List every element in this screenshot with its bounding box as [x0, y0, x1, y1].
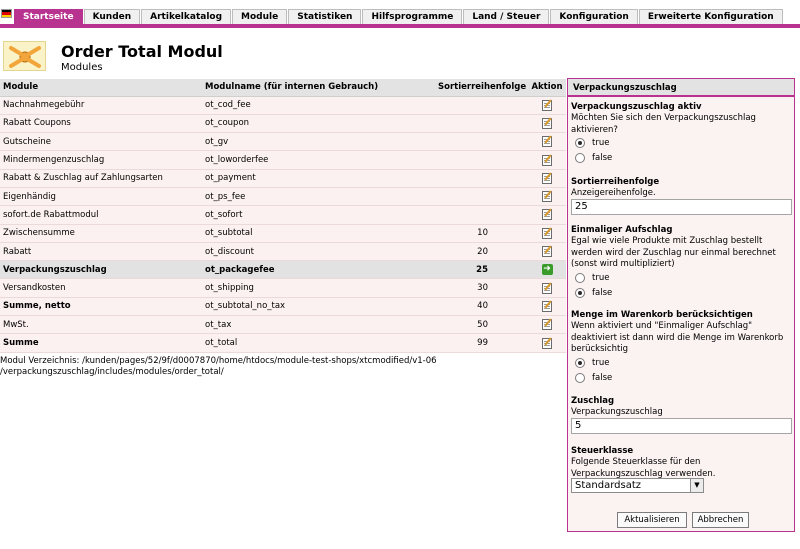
qty-radio-true[interactable]: true — [575, 358, 609, 368]
module-code-cell: ot_payment — [202, 169, 435, 187]
qty-radio-false[interactable]: false — [575, 373, 612, 383]
module-name-cell: Rabatt Coupons — [0, 114, 202, 132]
module-code-cell: ot_coupon — [202, 114, 435, 132]
module-name-cell: Rabatt & Zuschlag auf Zahlungsarten — [0, 169, 202, 187]
module-name-cell: Rabatt — [0, 242, 202, 260]
edit-icon[interactable] — [542, 319, 552, 330]
radio-dot[interactable] — [575, 358, 585, 368]
fee-input[interactable]: 5 — [571, 418, 792, 434]
tab-startseite[interactable]: Startseite — [14, 9, 83, 24]
tab-land-steuer[interactable]: Land / Steuer — [463, 9, 549, 24]
module-name-cell: Mindermengenzuschlag — [0, 151, 202, 169]
tab-konfiguration[interactable]: Konfiguration — [550, 9, 637, 24]
module-logo-icon — [3, 41, 46, 71]
action-cell[interactable] — [528, 151, 566, 169]
once-setting-desc: Egal wie viele Produkte mit Zuschlag bestellt werden wird der Zuschlag nur einmal berechnet (sonst wird multipliziert) — [571, 236, 776, 269]
module-code-cell: ot_sofort — [202, 206, 435, 224]
active-setting-desc: Möchten Sie sich den Verpackungszuschlag aktivieren? — [571, 113, 756, 135]
module-code-cell: ot_subtotal_no_tax — [202, 297, 435, 315]
table-row[interactable] — [0, 224, 566, 242]
radio-dot[interactable] — [575, 373, 585, 383]
action-cell[interactable] — [528, 96, 566, 114]
once-radio-false[interactable]: false — [575, 288, 612, 298]
tab-kunden[interactable]: Kunden — [84, 9, 141, 24]
nav-divider — [0, 24, 800, 28]
tax-class-select[interactable]: Standardsatz ▼ — [571, 478, 704, 493]
column-header-sort: Sortierreihenfolge — [435, 79, 528, 96]
active-setting-title: Verpackungszuschlag aktiv — [571, 102, 702, 112]
sort-order-cell — [435, 96, 528, 114]
arrow-right-icon[interactable]: ➜ — [543, 264, 551, 275]
tab-hilfsprogramme[interactable]: Hilfsprogramme — [362, 9, 462, 24]
sort-order-cell: 40 — [435, 297, 528, 315]
action-cell[interactable] — [528, 297, 566, 315]
sort-order-cell — [435, 206, 528, 224]
edit-icon[interactable] — [542, 155, 552, 166]
module-table — [0, 79, 566, 353]
table-row[interactable] — [0, 114, 566, 132]
module-code-cell: ot_gv — [202, 133, 435, 151]
sort-order-input[interactable]: 25 — [571, 199, 792, 215]
module-name-cell: Gutscheine — [0, 133, 202, 151]
module-name-cell: Summe, netto — [0, 297, 202, 315]
sort-order-cell: 25 — [435, 261, 528, 279]
qty-setting-title: Menge im Warenkorb berücksichtigen — [571, 310, 753, 320]
module-name-cell: Nachnahmegebühr — [0, 96, 202, 114]
action-cell[interactable] — [528, 334, 566, 352]
sort-setting-desc: Anzeigereihenfolge. — [571, 188, 656, 198]
action-cell[interactable] — [528, 316, 566, 334]
sort-order-cell: 20 — [435, 242, 528, 260]
action-cell[interactable] — [528, 242, 566, 260]
module-name-cell: Summe — [0, 334, 202, 352]
module-name-cell: Eigenhändig — [0, 187, 202, 205]
module-code-cell: ot_loworderfee — [202, 151, 435, 169]
fee-setting-desc: Verpackungszuschlag — [571, 407, 663, 417]
column-header-module: Module — [0, 79, 202, 96]
edit-icon[interactable] — [542, 136, 552, 147]
module-code-cell: ot_ps_fee — [202, 187, 435, 205]
sort-order-cell — [435, 114, 528, 132]
table-row[interactable] — [0, 334, 566, 352]
table-row[interactable] — [0, 279, 566, 297]
action-cell[interactable] — [528, 133, 566, 151]
action-cell[interactable] — [528, 206, 566, 224]
action-cell[interactable] — [528, 169, 566, 187]
module-name-cell: sofort.de Rabattmodul — [0, 206, 202, 224]
table-row[interactable] — [0, 187, 566, 205]
tab-statistiken[interactable]: Statistiken — [288, 9, 361, 24]
table-row[interactable] — [0, 297, 566, 315]
edit-icon[interactable] — [542, 209, 552, 220]
once-setting-title: Einmaliger Aufschlag — [571, 225, 673, 235]
fee-setting-title: Zuschlag — [571, 396, 615, 406]
update-button[interactable]: Aktualisieren — [617, 512, 687, 528]
edit-icon[interactable] — [542, 191, 552, 202]
active-radio-true[interactable]: true — [575, 138, 609, 148]
radio-dot[interactable] — [575, 153, 585, 163]
sort-order-cell — [435, 133, 528, 151]
cancel-button[interactable]: Abbrechen — [692, 512, 749, 528]
tab-artikelkatalog[interactable]: Artikelkatalog — [141, 9, 231, 24]
module-code-cell: ot_shipping — [202, 279, 435, 297]
radio-dot[interactable] — [575, 288, 585, 298]
module-code-cell: ot_subtotal — [202, 224, 435, 242]
module-code-cell: ot_discount — [202, 242, 435, 260]
sort-order-cell: 50 — [435, 316, 528, 334]
radio-dot[interactable] — [575, 273, 585, 283]
action-cell[interactable] — [528, 224, 566, 242]
edit-icon[interactable] — [542, 338, 552, 349]
sort-order-cell: 30 — [435, 279, 528, 297]
module-code-cell: ot_packagefee — [202, 261, 435, 279]
column-header-name: Modulname (für internen Gebrauch) — [202, 79, 435, 96]
sort-order-cell: 10 — [435, 224, 528, 242]
page-title: Order Total Modul — [61, 42, 223, 61]
tax-setting-desc: Folgende Steuerklasse für den Verpackungszuschlag verwenden. — [571, 457, 716, 479]
edit-icon[interactable] — [542, 301, 552, 312]
module-code-cell: ot_cod_fee — [202, 96, 435, 114]
module-code-cell: ot_tax — [202, 316, 435, 334]
tab-module[interactable]: Module — [232, 9, 287, 24]
action-cell[interactable] — [528, 261, 566, 279]
sort-order-cell — [435, 187, 528, 205]
edit-icon[interactable] — [542, 246, 552, 257]
once-radio-true[interactable]: true — [575, 273, 609, 283]
action-cell[interactable] — [528, 114, 566, 132]
table-row[interactable] — [0, 206, 566, 224]
table-row[interactable] — [0, 169, 566, 187]
table-row[interactable] — [0, 316, 566, 334]
sort-order-cell — [435, 169, 528, 187]
module-name-cell: MwSt. — [0, 316, 202, 334]
qty-setting-desc: Wenn aktiviert und "Einmaliger Aufschlag" deaktiviert ist dann wird die Menge im Warenkorb berücksichtig — [571, 321, 784, 354]
module-name-cell: Zwischensumme — [0, 224, 202, 242]
radio-dot[interactable] — [575, 138, 585, 148]
module-directory-path: Modul Verzeichnis: /kunden/pages/52/9f/d0007870/home/htdocs/module-test-shops/xtcmodified/v1-06 /verpackungszuschlag/includes/modules/order_total/ — [0, 356, 437, 377]
table-row[interactable] — [0, 151, 566, 169]
table-row[interactable] — [0, 96, 566, 114]
action-cell[interactable] — [528, 187, 566, 205]
config-panel — [567, 78, 795, 532]
panel-title: Verpackungszuschlag — [568, 79, 794, 97]
edit-icon[interactable] — [542, 173, 552, 184]
module-code-cell: ot_total — [202, 334, 435, 352]
edit-icon[interactable] — [542, 100, 552, 111]
main-tabs — [14, 9, 784, 24]
module-name-cell: Verpackungszuschlag — [0, 261, 202, 279]
tab-erweiterte-konfiguration[interactable]: Erweiterte Konfiguration — [639, 9, 783, 24]
chevron-down-icon[interactable]: ▼ — [690, 479, 703, 492]
german-flag-icon[interactable] — [1, 9, 12, 18]
page-subtitle: Modules — [61, 62, 103, 73]
table-row[interactable] — [0, 261, 566, 279]
column-header-action: Aktion — [528, 79, 566, 96]
active-radio-false[interactable]: false — [575, 153, 612, 163]
module-name-cell: Versandkosten — [0, 279, 202, 297]
edit-icon[interactable] — [542, 118, 552, 129]
sort-order-cell: 99 — [435, 334, 528, 352]
top-navigation — [0, 0, 800, 28]
edit-icon[interactable] — [542, 283, 552, 294]
table-row[interactable] — [0, 242, 566, 260]
edit-icon[interactable] — [542, 228, 552, 239]
action-cell[interactable] — [528, 279, 566, 297]
tax-setting-title: Steuerklasse — [571, 446, 634, 456]
table-row[interactable] — [0, 133, 566, 151]
table-header-row — [0, 79, 566, 96]
sort-setting-title: Sortierreihenfolge — [571, 177, 660, 187]
sort-order-cell — [435, 151, 528, 169]
